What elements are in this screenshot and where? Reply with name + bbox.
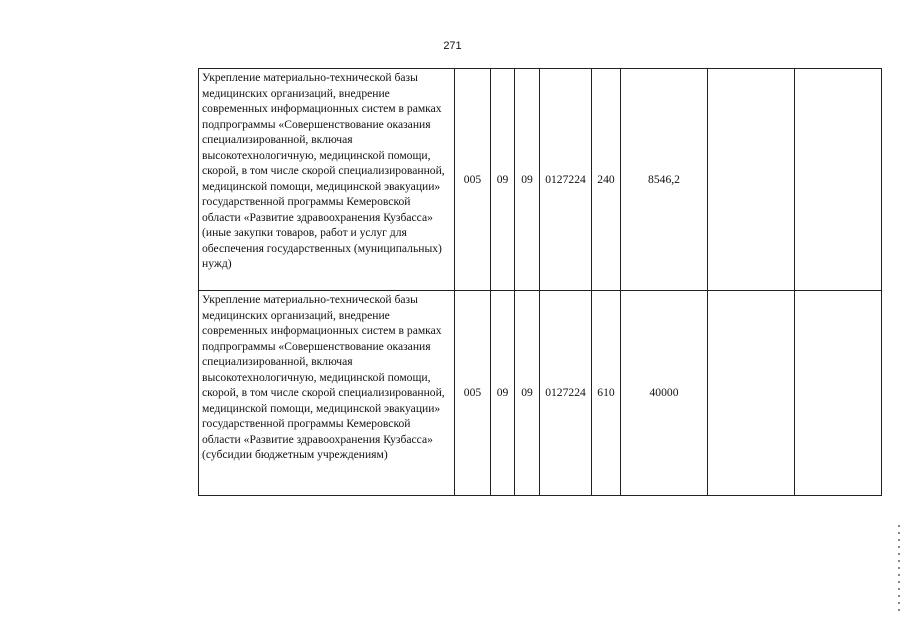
target-article-code: 0127224 [540,69,592,291]
expense-type-code: 240 [592,69,621,291]
empty-cell [708,291,795,496]
budget-table [198,68,882,496]
row-description: Укрепление материально-технической базы медицинских организаций, внедрение современных информационных систем в рамках подпрограммы «Совершенствование оказания специализированной, включая высокотехнологичную, медицинской помощи, скорой, в том числе скорой специализированной, медицинской помощи, медицинской эвакуации» государственной программы Кемеровской области «Развитие здравоохранения Кузбасса» (субсидии бюджетным учреждениям) [199,291,455,496]
section-code: 09 [491,291,515,496]
subsection-code: 09 [515,291,540,496]
row-description: Укрепление материально-технической базы медицинских организаций, внедрение современных информационных систем в рамках подпрограммы «Совершенствование оказания специализированной, включая высокотехнологичную, медицинской помощи, скорой, в том числе скорой специализированной, медицинской помощи, медицинской эвакуации» государственной программы Кемеровской области «Развитие здравоохранения Кузбасса» (иные закупки товаров, работ и услуг для обеспечения государственных (муниципальных) нужд) [199,69,455,291]
table-row [199,291,882,496]
scan-edge-marks [898,525,900,615]
empty-cell [795,69,882,291]
ministry-code: 005 [455,291,491,496]
empty-cell [708,69,795,291]
expense-type-code: 610 [592,291,621,496]
empty-cell [795,291,882,496]
ministry-code: 005 [455,69,491,291]
section-code: 09 [491,69,515,291]
amount-cell: 8546,2 [621,69,708,291]
amount-cell: 40000 [621,291,708,496]
subsection-code: 09 [515,69,540,291]
page-number: 271 [443,40,462,52]
target-article-code: 0127224 [540,291,592,496]
table-row [199,69,882,291]
